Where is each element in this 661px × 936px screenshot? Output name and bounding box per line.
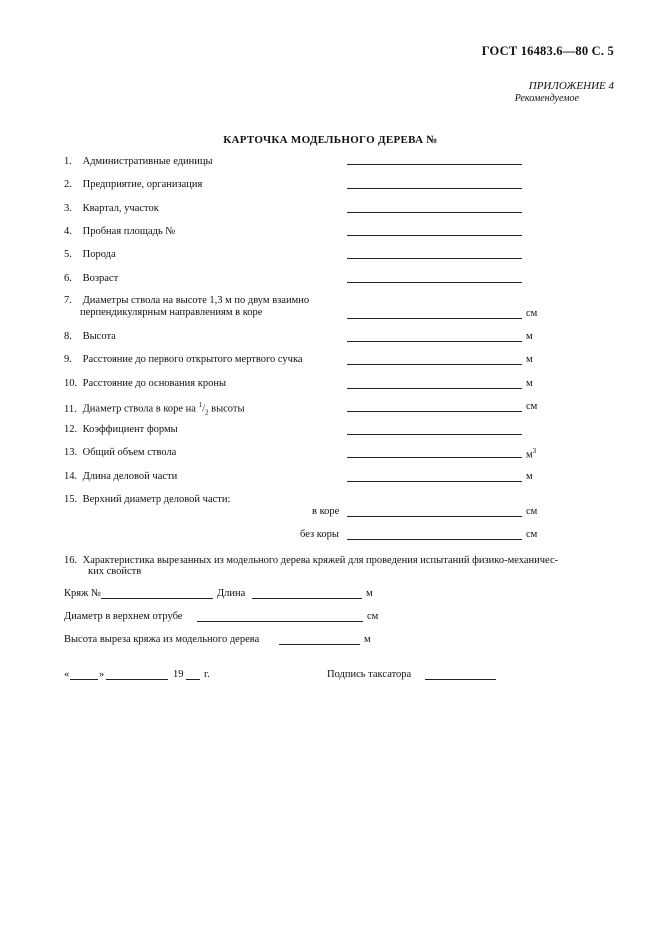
item-16-line2: ких свойств bbox=[88, 566, 142, 577]
item-8: 8. Высота bbox=[64, 331, 116, 342]
item-8-field[interactable] bbox=[347, 341, 522, 342]
item-7-unit: см bbox=[526, 308, 538, 319]
card-title: КАРТОЧКА МОДЕЛЬНОГО ДЕРЕВА № bbox=[223, 134, 438, 146]
item-13-field[interactable] bbox=[347, 457, 522, 458]
date-year-suffix: г. bbox=[204, 669, 210, 680]
item-7-field[interactable] bbox=[347, 318, 522, 319]
item-10: 10. Расстояние до основания кроны bbox=[64, 378, 227, 389]
item-10-unit: м bbox=[526, 378, 533, 389]
item-9: 9. Расстояние до первого открытого мертвого сучка bbox=[64, 354, 303, 365]
top-diameter-unit: см bbox=[367, 611, 379, 622]
item-11-unit: см bbox=[526, 401, 538, 412]
cut-height-label: Высота выреза кряжа из модельного дерева bbox=[64, 634, 260, 645]
item-15-no-bark-unit: см bbox=[526, 529, 538, 540]
item-9-unit: м bbox=[526, 354, 533, 365]
item-10-field[interactable] bbox=[347, 388, 522, 389]
item-11: 11. Диаметр ствола в коре на $^1/_2$ высоты bbox=[64, 401, 245, 417]
item-15-in-bark-unit: см bbox=[526, 506, 538, 517]
date-day-field[interactable] bbox=[70, 679, 98, 680]
signature-field[interactable] bbox=[425, 679, 496, 680]
standard-number: ГОСТ 16483.6—80 С. 5 bbox=[481, 44, 614, 58]
item-15: 15. Верхний диаметр деловой части: bbox=[64, 494, 231, 505]
item-1: 1. Административные единицы bbox=[64, 156, 213, 167]
item-7-line2: перпендикулярным направлениям в коре bbox=[80, 307, 263, 318]
item-11-field[interactable] bbox=[347, 411, 522, 412]
item-13-unit: $м^3$ bbox=[526, 447, 537, 461]
log-number-label: Кряж № bbox=[64, 588, 101, 599]
item-15-no-bark-field[interactable] bbox=[347, 539, 522, 540]
item-15-in-bark-label: в коре bbox=[312, 506, 340, 517]
item-7: 7. Диаметры ствола на высоте 1,3 м по двум взаимно bbox=[64, 295, 310, 306]
appendix-label: ПРИЛОЖЕНИЕ 4 bbox=[528, 80, 614, 92]
log-number-field[interactable] bbox=[101, 598, 213, 599]
item-16: 16. Характеристика вырезанных из модельного дерева кряжей для проведения испытаний физико-механичес- bbox=[64, 555, 559, 566]
item-12-field[interactable] bbox=[347, 434, 522, 435]
item-12: 12. Коэффициент формы bbox=[64, 424, 178, 435]
item-9-field[interactable] bbox=[347, 364, 522, 365]
item-3-field[interactable] bbox=[347, 212, 522, 213]
cut-height-field[interactable] bbox=[279, 644, 360, 645]
log-length-label: Длина bbox=[217, 588, 246, 599]
item-13: 13. Общий объем ствола bbox=[64, 447, 177, 458]
item-1-field[interactable] bbox=[347, 164, 522, 165]
item-15-in-bark-field[interactable] bbox=[347, 516, 522, 517]
top-diameter-field[interactable] bbox=[197, 621, 363, 622]
date-quote-close: » bbox=[99, 669, 105, 680]
item-14-field[interactable] bbox=[347, 481, 522, 482]
item-15-no-bark-label: без коры bbox=[300, 529, 339, 540]
log-length-field[interactable] bbox=[252, 598, 362, 599]
date-year-field[interactable] bbox=[186, 679, 200, 680]
item-2-field[interactable] bbox=[347, 188, 522, 189]
item-2: 2. Предприятие, организация bbox=[64, 179, 203, 190]
item-8-unit: м bbox=[526, 331, 533, 342]
item-14-unit: м bbox=[526, 471, 533, 482]
item-5: 5. Порода bbox=[64, 249, 116, 260]
item-4: 4. Пробная площадь № bbox=[64, 226, 176, 237]
cut-height-unit: м bbox=[364, 634, 371, 645]
date-year-prefix: 19 bbox=[173, 669, 184, 680]
recommended-label: Рекомендуемое bbox=[514, 93, 579, 104]
item-3: 3. Квартал, участок bbox=[64, 203, 159, 214]
item-14: 14. Длина деловой части bbox=[64, 471, 178, 482]
item-5-field[interactable] bbox=[347, 258, 522, 259]
log-length-unit: м bbox=[366, 588, 373, 599]
item-6: 6. Возраст bbox=[64, 273, 119, 284]
date-quote-open: « bbox=[64, 669, 70, 680]
date-month-field[interactable] bbox=[106, 679, 168, 680]
top-diameter-label: Диаметр в верхнем отрубе bbox=[64, 611, 183, 622]
item-6-field[interactable] bbox=[347, 282, 522, 283]
signature-label: Подпись таксатора bbox=[327, 669, 412, 680]
item-4-field[interactable] bbox=[347, 235, 522, 236]
